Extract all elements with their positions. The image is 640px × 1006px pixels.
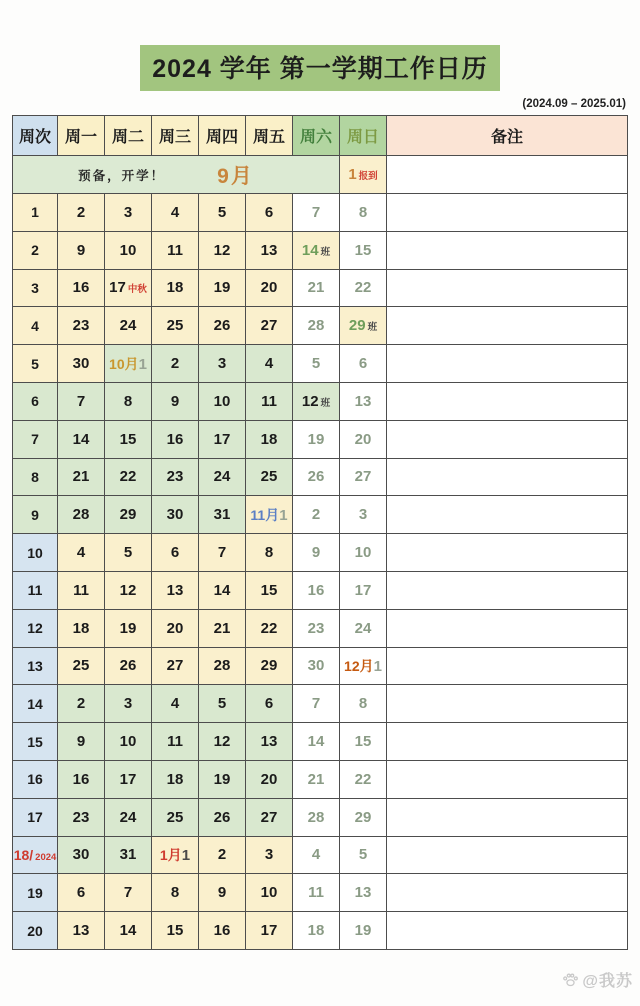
week-number-cell: 10 xyxy=(13,534,58,572)
day-cell: 14 xyxy=(293,723,340,761)
day-cell: 23 xyxy=(152,458,199,496)
day-cell: 9 xyxy=(152,382,199,420)
day-cell: 24 xyxy=(199,458,246,496)
day-cell: 8 xyxy=(340,685,387,723)
week-number-cell: 19 xyxy=(13,874,58,912)
week-row xyxy=(13,458,628,496)
day-cell: 7 xyxy=(105,874,152,912)
week-row xyxy=(13,231,628,269)
calendar-body xyxy=(13,156,628,950)
month-banner xyxy=(13,156,340,194)
day-cell: 29 xyxy=(246,647,293,685)
week-number-cell: 5 xyxy=(13,345,58,383)
week-number-cell: 8 xyxy=(13,458,58,496)
day-cell: 13 xyxy=(246,231,293,269)
day-cell: 17 xyxy=(340,571,387,609)
day-cell: 8 xyxy=(152,874,199,912)
day-cell: 18 xyxy=(152,760,199,798)
header-cell: 周三 xyxy=(152,116,199,156)
day-cell: 29 xyxy=(105,496,152,534)
day-cell: 13 xyxy=(246,723,293,761)
day-cell: 6 xyxy=(58,874,105,912)
day-cell: 30 xyxy=(58,345,105,383)
header-cell: 周六 xyxy=(293,116,340,156)
day-cell: 10 xyxy=(340,534,387,572)
day-cell: 10 xyxy=(105,231,152,269)
day-cell: 2 xyxy=(199,836,246,874)
day-cell: 9 xyxy=(58,723,105,761)
day-cell: 6 xyxy=(246,194,293,232)
week-number-cell: 1 xyxy=(13,194,58,232)
week-number-cell: 4 xyxy=(13,307,58,345)
day-cell: 4 xyxy=(246,345,293,383)
day-cell: 12 班 xyxy=(293,382,340,420)
week-row xyxy=(13,269,628,307)
note-cell xyxy=(387,231,628,269)
note-cell xyxy=(387,874,628,912)
note-cell xyxy=(387,420,628,458)
day-cell: 25 xyxy=(58,647,105,685)
day-cell: 12 xyxy=(105,571,152,609)
day-cell: 3 xyxy=(246,836,293,874)
day-cell: 13 xyxy=(58,912,105,950)
day-cell: 30 xyxy=(293,647,340,685)
note-cell xyxy=(387,269,628,307)
week-number-cell: 18/ 2024 xyxy=(13,836,58,874)
day-cell: 8 xyxy=(246,534,293,572)
watermark xyxy=(562,968,633,991)
day-cell: 27 xyxy=(340,458,387,496)
day-cell: 13 xyxy=(152,571,199,609)
note-cell xyxy=(387,307,628,345)
note-cell xyxy=(387,534,628,572)
day-cell: 7 xyxy=(293,685,340,723)
day-cell: 7 xyxy=(199,534,246,572)
day-cell: 22 xyxy=(246,609,293,647)
week-row xyxy=(13,685,628,723)
note-cell xyxy=(387,345,628,383)
day-cell: 24 xyxy=(340,609,387,647)
week-row xyxy=(13,194,628,232)
header-cell: 周二 xyxy=(105,116,152,156)
week-row xyxy=(13,571,628,609)
day-cell: 28 xyxy=(293,307,340,345)
day-cell: 4 xyxy=(293,836,340,874)
day-cell: 8 xyxy=(105,382,152,420)
day-cell: 11 xyxy=(152,723,199,761)
day-cell: 16 xyxy=(58,269,105,307)
day-cell: 2 xyxy=(58,685,105,723)
week-row xyxy=(13,798,628,836)
day-cell: 29 xyxy=(340,798,387,836)
note-cell xyxy=(387,156,628,194)
day-cell: 18 xyxy=(58,609,105,647)
header-cell: 周日 xyxy=(340,116,387,156)
day-cell: 19 xyxy=(340,912,387,950)
day-cell: 21 xyxy=(199,609,246,647)
note-cell xyxy=(387,685,628,723)
day-cell: 25 xyxy=(246,458,293,496)
week-row xyxy=(13,912,628,950)
day-cell: 19 xyxy=(105,609,152,647)
banner-sunday-cell: 1 报到 xyxy=(340,156,387,194)
day-cell: 22 xyxy=(340,760,387,798)
day-cell: 12月1 xyxy=(340,647,387,685)
day-cell: 28 xyxy=(58,496,105,534)
day-cell: 15 xyxy=(340,723,387,761)
note-cell xyxy=(387,458,628,496)
day-cell: 17 中秋 xyxy=(105,269,152,307)
day-cell: 3 xyxy=(105,194,152,232)
day-cell: 3 xyxy=(340,496,387,534)
day-cell: 5 xyxy=(293,345,340,383)
day-cell: 5 xyxy=(105,534,152,572)
paw-icon xyxy=(562,971,579,988)
day-cell: 16 xyxy=(199,912,246,950)
week-number-cell: 12 xyxy=(13,609,58,647)
day-cell: 9 xyxy=(199,874,246,912)
week-number-cell: 11 xyxy=(13,571,58,609)
day-cell: 28 xyxy=(293,798,340,836)
day-cell: 4 xyxy=(152,685,199,723)
day-cell: 27 xyxy=(246,798,293,836)
week-row xyxy=(13,307,628,345)
day-cell: 18 xyxy=(293,912,340,950)
week-row xyxy=(13,609,628,647)
day-cell: 24 xyxy=(105,798,152,836)
page-title-text: 2024 学年 第一学期工作日历 xyxy=(140,45,500,91)
day-cell: 6 xyxy=(246,685,293,723)
day-cell: 30 xyxy=(58,836,105,874)
day-cell: 22 xyxy=(105,458,152,496)
note-cell xyxy=(387,571,628,609)
note-cell xyxy=(387,760,628,798)
day-cell: 3 xyxy=(199,345,246,383)
day-cell: 11 xyxy=(246,382,293,420)
day-cell: 26 xyxy=(293,458,340,496)
day-cell: 4 xyxy=(152,194,199,232)
week-number-cell: 13 xyxy=(13,647,58,685)
day-cell: 3 xyxy=(105,685,152,723)
day-cell: 17 xyxy=(199,420,246,458)
week-number-cell: 3 xyxy=(13,269,58,307)
day-cell: 4 xyxy=(58,534,105,572)
day-cell: 15 xyxy=(340,231,387,269)
day-cell: 15 xyxy=(246,571,293,609)
day-cell: 13 xyxy=(340,382,387,420)
day-cell: 5 xyxy=(199,194,246,232)
calendar-header xyxy=(13,116,628,156)
day-cell: 19 xyxy=(293,420,340,458)
day-cell: 10 xyxy=(199,382,246,420)
day-cell: 24 xyxy=(105,307,152,345)
header-cell: 周一 xyxy=(58,116,105,156)
header-cell: 备注 xyxy=(387,116,628,156)
note-cell xyxy=(387,912,628,950)
day-cell: 14 xyxy=(199,571,246,609)
day-cell: 20 xyxy=(340,420,387,458)
day-cell: 11 xyxy=(152,231,199,269)
day-cell: 11月1 xyxy=(246,496,293,534)
day-cell: 20 xyxy=(152,609,199,647)
day-cell: 5 xyxy=(340,836,387,874)
week-number-cell: 15 xyxy=(13,723,58,761)
week-row xyxy=(13,723,628,761)
day-cell: 18 xyxy=(246,420,293,458)
note-cell xyxy=(387,836,628,874)
day-cell: 7 xyxy=(293,194,340,232)
week-row xyxy=(13,345,628,383)
note-cell xyxy=(387,723,628,761)
week-number-cell: 17 xyxy=(13,798,58,836)
day-cell: 14 班 xyxy=(293,231,340,269)
week-number-cell: 7 xyxy=(13,420,58,458)
day-cell: 25 xyxy=(152,307,199,345)
date-range: (2024.09 – 2025.01) xyxy=(522,98,626,110)
day-cell: 15 xyxy=(152,912,199,950)
day-cell: 31 xyxy=(199,496,246,534)
week-number-cell: 6 xyxy=(13,382,58,420)
day-cell: 26 xyxy=(199,307,246,345)
day-cell: 19 xyxy=(199,269,246,307)
day-cell: 29 班 xyxy=(340,307,387,345)
header-cell: 周四 xyxy=(199,116,246,156)
week-row xyxy=(13,496,628,534)
week-row xyxy=(13,760,628,798)
day-cell: 2 xyxy=(58,194,105,232)
day-cell: 10月1 xyxy=(105,345,152,383)
day-cell: 26 xyxy=(199,798,246,836)
day-cell: 16 xyxy=(152,420,199,458)
day-cell: 15 xyxy=(105,420,152,458)
day-cell: 19 xyxy=(199,760,246,798)
note-cell xyxy=(387,194,628,232)
calendar-table xyxy=(12,115,628,950)
day-cell: 17 xyxy=(105,760,152,798)
day-cell: 9 xyxy=(293,534,340,572)
day-cell: 20 xyxy=(246,760,293,798)
note-cell xyxy=(387,798,628,836)
banner-month-label: 9月 xyxy=(217,164,254,188)
day-cell: 16 xyxy=(293,571,340,609)
week-row xyxy=(13,534,628,572)
day-cell: 26 xyxy=(105,647,152,685)
week-row xyxy=(13,420,628,458)
day-cell: 6 xyxy=(152,534,199,572)
day-cell: 22 xyxy=(340,269,387,307)
week-number-cell: 20 xyxy=(13,912,58,950)
day-cell: 7 xyxy=(58,382,105,420)
day-cell: 23 xyxy=(58,798,105,836)
note-cell xyxy=(387,647,628,685)
day-cell: 21 xyxy=(58,458,105,496)
day-cell: 21 xyxy=(293,269,340,307)
note-cell xyxy=(387,609,628,647)
day-cell: 13 xyxy=(340,874,387,912)
day-cell: 18 xyxy=(152,269,199,307)
day-cell: 12 xyxy=(199,231,246,269)
day-cell: 8 xyxy=(340,194,387,232)
week-number-cell: 2 xyxy=(13,231,58,269)
day-cell: 30 xyxy=(152,496,199,534)
day-cell: 11 xyxy=(58,571,105,609)
note-cell xyxy=(387,496,628,534)
day-cell: 1月1 xyxy=(152,836,199,874)
day-cell: 23 xyxy=(293,609,340,647)
day-cell: 14 xyxy=(58,420,105,458)
header-cell: 周次 xyxy=(13,116,58,156)
week-row xyxy=(13,647,628,685)
day-cell: 27 xyxy=(246,307,293,345)
week-row xyxy=(13,382,628,420)
day-cell: 25 xyxy=(152,798,199,836)
day-cell: 14 xyxy=(105,912,152,950)
day-cell: 23 xyxy=(58,307,105,345)
day-cell: 6 xyxy=(340,345,387,383)
day-cell: 27 xyxy=(152,647,199,685)
day-cell: 11 xyxy=(293,874,340,912)
day-cell: 20 xyxy=(246,269,293,307)
week-row xyxy=(13,874,628,912)
day-cell: 2 xyxy=(152,345,199,383)
day-cell: 31 xyxy=(105,836,152,874)
week-number-cell: 14 xyxy=(13,685,58,723)
day-cell: 21 xyxy=(293,760,340,798)
page-title xyxy=(0,45,640,91)
banner-note-text: 预备，开学！ xyxy=(78,168,166,183)
watermark-text: @我苏 xyxy=(582,973,633,990)
day-cell: 5 xyxy=(199,685,246,723)
day-cell: 10 xyxy=(246,874,293,912)
day-cell: 12 xyxy=(199,723,246,761)
week-row xyxy=(13,836,628,874)
week-number-cell: 9 xyxy=(13,496,58,534)
note-cell xyxy=(387,382,628,420)
day-cell: 2 xyxy=(293,496,340,534)
day-cell: 28 xyxy=(199,647,246,685)
day-cell: 16 xyxy=(58,760,105,798)
day-cell: 10 xyxy=(105,723,152,761)
week-number-cell: 16 xyxy=(13,760,58,798)
header-cell: 周五 xyxy=(246,116,293,156)
day-cell: 9 xyxy=(58,231,105,269)
day-cell: 17 xyxy=(246,912,293,950)
